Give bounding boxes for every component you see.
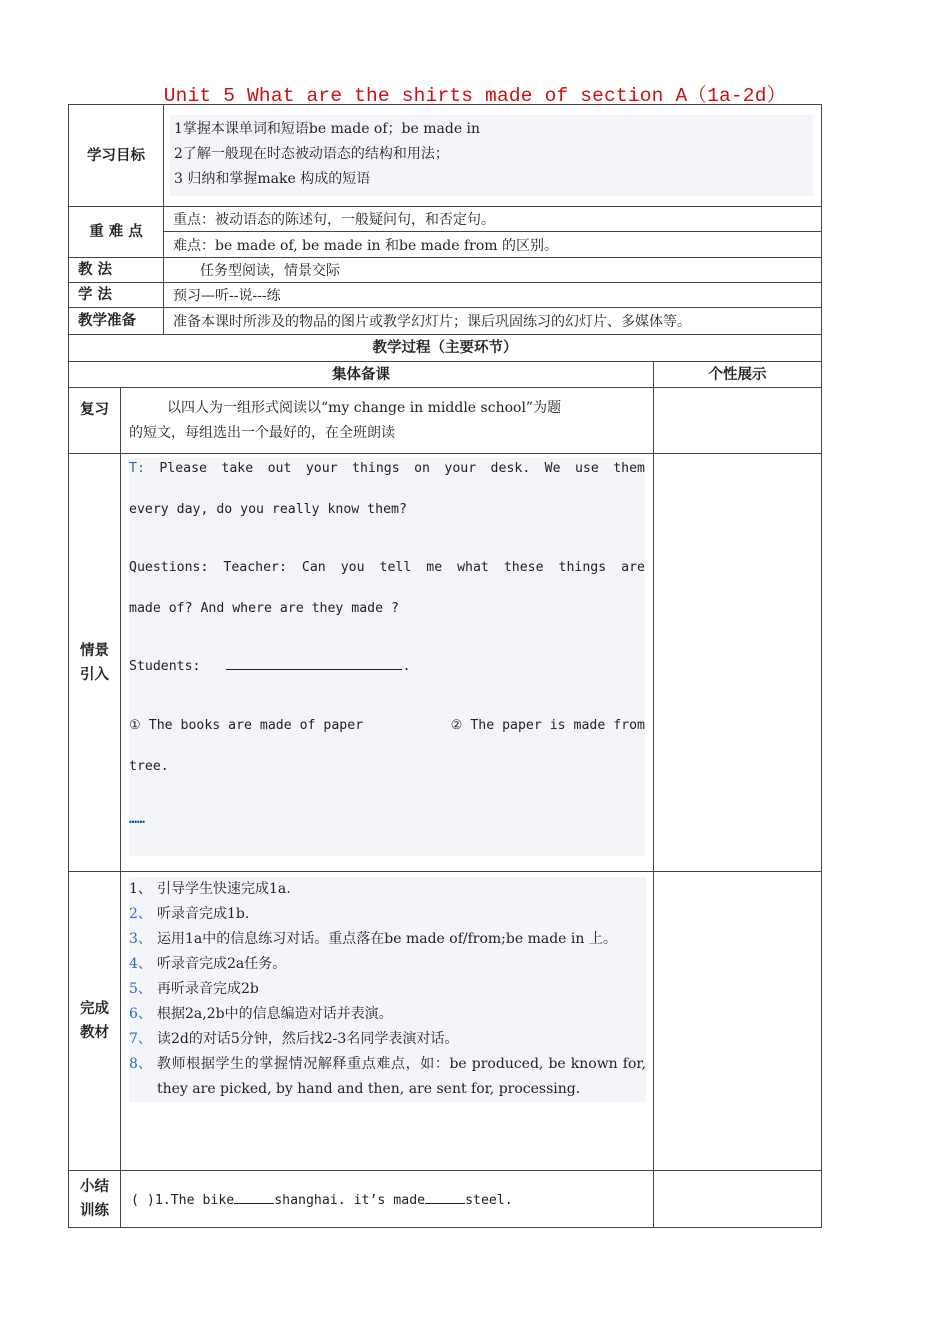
review-line-2: 的短文，每组选出一个最好的，在全班朗读 xyxy=(129,424,395,441)
intro-label-line-2: 引入 xyxy=(80,666,109,683)
list-item-text: 听录音完成1b. xyxy=(157,906,250,922)
intro-line-3: Questions: Teacher: Can you tell me what these things are xyxy=(129,560,645,575)
learning-method-row xyxy=(69,283,822,308)
review-personal-cell xyxy=(654,388,822,454)
personal-column-header: 个性展示 xyxy=(654,362,822,388)
students-label: Students: xyxy=(129,659,201,674)
columns-header-row xyxy=(69,362,822,388)
textbook-task-list xyxy=(129,877,646,1102)
summary-personal-cell xyxy=(654,1171,822,1228)
list-item-number: 3、 xyxy=(129,931,152,947)
goals-label: 学习目标 xyxy=(69,105,164,207)
focus-text: 重点：被动语态的陈述句，一般疑问句，和否定句。 xyxy=(164,207,822,232)
review-label: 复习 xyxy=(69,388,121,454)
list-item-number: 2、 xyxy=(129,906,152,922)
list-item xyxy=(129,977,646,1002)
intro-line-6 xyxy=(129,716,645,736)
summary-label-line-2: 训练 xyxy=(80,1203,109,1219)
textbook-label xyxy=(69,872,121,1171)
intro-line-7: tree. xyxy=(129,759,169,774)
exercise-part-3: steel. xyxy=(465,1192,513,1208)
collective-column-header: 集体备课 xyxy=(69,362,654,388)
preparation-row xyxy=(69,308,822,335)
intro-label xyxy=(69,454,121,872)
exercise-blank-2 xyxy=(425,1191,465,1204)
focus-row xyxy=(69,207,822,232)
preparation-value: 准备本课时所涉及的物品的图片或教学幻灯片；课后巩固练习的幻灯片、多媒体等。 xyxy=(164,308,822,335)
textbook-personal-cell xyxy=(654,872,822,1171)
intro-line-5 xyxy=(129,657,410,677)
lesson-plan-table xyxy=(68,104,822,1228)
key-points-label: 重 难 点 xyxy=(69,207,164,258)
intro-cell xyxy=(121,454,654,872)
list-item xyxy=(129,1052,646,1102)
list-item-number: 5、 xyxy=(129,981,152,997)
process-header-row xyxy=(69,335,822,362)
textbook-label-line-1: 完成 xyxy=(80,1001,109,1017)
list-item-number: 4、 xyxy=(129,956,152,972)
list-item-number: 8、 xyxy=(129,1056,152,1072)
summary-exercise xyxy=(121,1171,654,1228)
teaching-method-row xyxy=(69,258,822,283)
intro-line-4: made of? And where are they made ? xyxy=(129,601,399,616)
review-line-1: 以四人为一组形式阅读以“my change in middle school”为题 xyxy=(167,399,562,416)
answer-1: ① The books are made of paper xyxy=(129,718,364,733)
difficulty-text: 难点：be made of, be made in 和be made from 的区别。 xyxy=(164,232,822,258)
intro-line-2: every day, do you really know them? xyxy=(129,502,407,517)
goals-box xyxy=(170,115,813,196)
intro-row xyxy=(69,454,822,872)
goal-item-3: 3 归纳和掌握make 构成的短语 xyxy=(174,171,371,187)
list-item xyxy=(129,902,646,927)
exercise-part-1: ( )1.The bike xyxy=(131,1192,235,1208)
intro-label-line-1: 情景 xyxy=(80,642,109,659)
review-cell xyxy=(121,388,654,454)
list-item-number: 7、 xyxy=(129,1031,152,1047)
list-item xyxy=(129,927,646,952)
review-row xyxy=(69,388,822,454)
learning-method-label: 学 法 xyxy=(69,283,164,308)
preparation-label: 教学准备 xyxy=(69,308,164,335)
teaching-method-value: 任务型阅读，情景交际 xyxy=(164,258,822,283)
process-header: 教学过程（主要环节） xyxy=(69,335,822,362)
list-item-text: 读2d的对话5分钟，然后找2-3名同学表演对话。 xyxy=(157,1031,459,1047)
list-item xyxy=(129,877,646,902)
summary-row xyxy=(69,1171,822,1228)
list-item-text: 听录音完成2a任务。 xyxy=(157,956,287,972)
page-title: Unit 5 What are the shirts made of section A（1a-2d） xyxy=(163,85,787,107)
goal-item-1: 1掌握本课单词和短语be made of；be made in xyxy=(174,121,481,137)
difficulty-row xyxy=(69,232,822,258)
list-item xyxy=(129,1002,646,1027)
intro-line-1 xyxy=(129,459,645,479)
list-item-text: 教师根据学生的掌握情况解释重点难点，如：be produced, be known for, they are picked, by hand and then, are sent for, processing. xyxy=(157,1056,646,1097)
students-answer-blank xyxy=(226,657,402,670)
goals-cell xyxy=(164,105,822,207)
intro-ellipsis: …… xyxy=(129,812,145,827)
list-item-text: 再听录音完成2b xyxy=(157,981,259,997)
intro-box xyxy=(129,458,645,856)
goal-item-2: 2了解一般现在时态被动语态的结构和用法； xyxy=(174,146,449,162)
answer-2: ② The paper is made from xyxy=(450,718,645,733)
list-item-number: 6、 xyxy=(129,1006,152,1022)
teaching-method-label: 教 法 xyxy=(69,258,164,283)
exercise-blank-1 xyxy=(234,1191,274,1204)
students-period: . xyxy=(402,659,411,674)
list-item-text: 运用1a中的信息练习对话。重点落在be made of/from;be made in 上。 xyxy=(157,931,617,947)
list-item-text: 引导学生快速完成1a. xyxy=(157,881,291,897)
learning-method-value: 预习—听--说---练 xyxy=(164,283,822,308)
list-item xyxy=(129,952,646,977)
goals-row xyxy=(69,105,822,207)
textbook-row xyxy=(69,872,822,1171)
teacher-prefix: T: xyxy=(129,461,145,476)
list-item-number: 1、 xyxy=(129,881,152,897)
intro-line-1-text: Please take out your things on your desk. We use them xyxy=(159,461,645,476)
summary-label-line-1: 小结 xyxy=(80,1179,109,1195)
textbook-cell xyxy=(121,872,654,1171)
summary-label xyxy=(69,1171,121,1228)
list-item xyxy=(129,1027,646,1052)
intro-personal-cell xyxy=(654,454,822,872)
textbook-label-line-2: 教材 xyxy=(80,1025,109,1041)
list-item-text: 根据2a,2b中的信息编造对话并表演。 xyxy=(157,1006,393,1022)
exercise-part-2: shanghai. it’s made xyxy=(274,1192,426,1208)
